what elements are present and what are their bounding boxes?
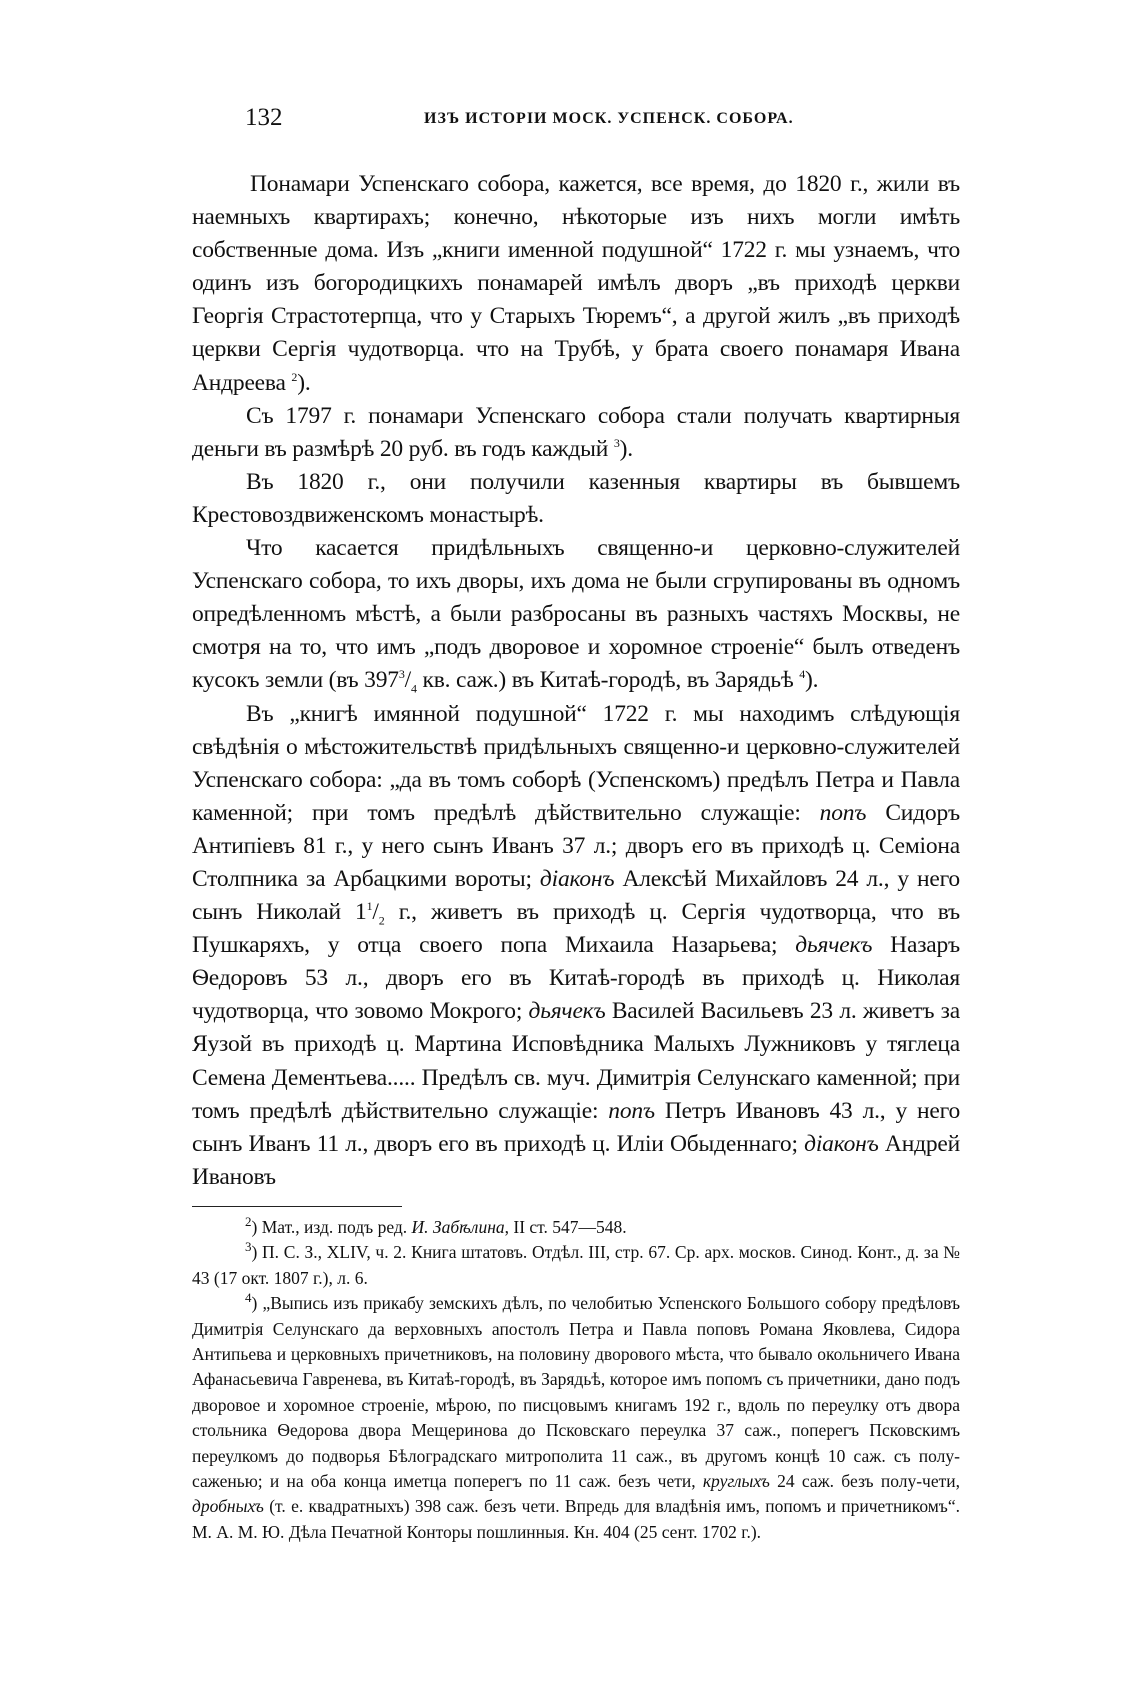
running-title: ИЗЪ ИСТОРІИ МОСК. УСПЕНСК. СОБОРА. (424, 110, 794, 127)
footnote-text: ) „Выпись изъ прикабу земскихъ дѣлъ, по челобитью Успенского Большого собору предѣловъ Димитрія Селунскаго да верховныхъ апостолъ Петра и Павла поповъ Романа Яковлева, Сидора Антипьева и церковныхъ причетниковъ, на половину дворового мѣста, что бывало окольничего Ивана Афанасьевича Гавренева, въ Китаѣ-городѣ, въ Зарядьѣ, которое имъ попомъ съ причетники, дано подъ дворовое и хоромное строеніе, мѣрою, по писцовымъ книгамъ 192 г., вдоль по переулку отъ двора стольника Ѳедорова двора Мещеринова до Псковскаго переулка 37 саж., поперегъ Псковскимъ переулкомъ до подворья Бѣлоградскаго митрополита 11 саж., въ другомъ концѣ 10 саж. съ полу-саженью; и на оба конца иметца поперегъ по 11 саж. безъ чети, (192, 1293, 960, 1491)
footnote-marker: 3 (245, 1239, 252, 1255)
running-header (192, 96, 960, 136)
book-page (192, 96, 960, 1545)
clergy-title: діаконъ (539, 865, 615, 892)
paragraph-5-segment: Алексѣй Михайловъ 24 л., у него сынъ Николай 1 (192, 865, 960, 926)
footnote-2 (192, 1215, 960, 1240)
paragraph-5-segment: Сидоръ Антипіевъ 81 г., у него сынъ Иванъ 37 л.; дворъ его въ приходѣ ц. Семіона Столпника за Арбацкими вороты; (192, 799, 960, 892)
italic-term: дробныхъ (192, 1496, 264, 1517)
fraction-numerator: 1 (366, 899, 373, 914)
fraction-denominator: 4 (411, 682, 417, 697)
footnote-ref-3: 3 (613, 435, 620, 450)
footnote-3 (192, 1240, 960, 1291)
footnote-text: , II ст. 547—548. (504, 1216, 627, 1237)
paragraph-4-text: Что касается придѣльныхъ священно-и церковно-служителей Успенскаго собора, то ихъ дворы, ихъ дома не были сгрупированы въ одномъ опредѣленномъ мѣстѣ, а были разбросаны въ разныхъ частяхъ Москвы, не смотря на то, что имъ „подъ дворовое и хоромное строеніе“ былъ отведенъ кусокъ земли (въ 397 (192, 535, 960, 694)
footnote-text: ) П. С. З., XLIV, ч. 2. Книга штатовъ. Отдѣл. III, стр. 67. Ср. арх. москов. Синод. Конт., д. за № 43 (17 окт. 1807 г.), л. 6. (192, 1242, 960, 1288)
footnote-text: (т. е. квадратныхъ) 398 саж. безъ чети. Впредь для владѣнія имъ, попомъ и причетникомъ“. М. А. М. Ю. Дѣла Печатной Конторы пошлинныя. Кн. 404 (25 сент. 1702 г.). (192, 1496, 960, 1542)
footnote-marker: 2 (245, 1214, 252, 1230)
paragraph-2-text: Съ 1797 г. понамари Успенскаго собора стали получать квартирныя деньги въ размѣрѣ 20 руб. въ годъ каждый (192, 402, 960, 462)
paragraph-4: Что касается придѣльныхъ священно-и церковно-служителей Успенскаго собора, то ихъ дворы, ихъ дома не были сгрупированы въ одномъ опредѣленномъ мѣстѣ, а были разбросаны въ разныхъ частяхъ Москвы, не смотря на то, что имъ „подъ дворовое и хоромное строеніе“ былъ отведенъ кусокъ земли (въ $397^3/_4$ кв. саж.) въ Китаѣ-городѣ, въ Зарядьѣ $^4$). (192, 535, 960, 697)
footnote-4 (192, 1291, 960, 1545)
footnote-ref-4: 4 (799, 667, 805, 682)
paragraph-5-segment: Василей Васильевъ 23 л. живетъ за Яузой въ приходѣ ц. Мартина Исповѣдника Малыхъ Лужниковъ у тяглеца Семена Дементьева..... Предѣлъ св. муч. Димитрія Селунскаго каменной; при томъ предѣлѣ дѣйствительно служащіе: (192, 998, 960, 1124)
paragraph-3 (192, 466, 960, 532)
editor-name: И. Забѣлина (411, 1216, 505, 1237)
footnote-divider (192, 1206, 402, 1207)
footnote-ref-2: 2 (291, 369, 298, 384)
footnote-text: 24 саж. безъ полу-чети, (769, 1470, 961, 1491)
page-number: 132 (245, 104, 283, 131)
footnotes (192, 1215, 960, 1545)
paragraph-5-segment: Андрей Ивановъ (192, 1130, 960, 1190)
paragraph-4-tail: ). (805, 667, 819, 694)
footnote-text: ) Мат., изд. подъ ред. (251, 1216, 412, 1237)
italic-term: круглыхъ (702, 1470, 770, 1491)
clergy-title: діаконъ (804, 1130, 879, 1157)
clergy-title: дьячекъ (795, 932, 873, 959)
main-text (192, 168, 960, 1194)
paragraph-2-tail: ). (619, 435, 633, 462)
paragraph-4-middle: кв. саж.) въ Китаѣ-городѣ, въ Зарядьѣ (416, 667, 794, 694)
footnote-marker: 4 (245, 1290, 252, 1306)
paragraph-5-segment: Петръ Ивановъ 43 л., у него сынъ Иванъ 11 л., дворъ его въ приходѣ ц. Иліи Обыденнаго; (192, 1097, 960, 1157)
paragraph-5: Въ „книгѣ имянной подушной“ 1722 г. мы находимъ слѣдующія свѣдѣнія о мѣстожительствѣ придѣльныхъ священно-и церковно-служителей Успенскаго собора: „да въ томъ соборѣ (Успенскомъ) предѣлъ Петра и Павла каменной; при томъ предѣлѣ дѣйствительно служащіе: попъ Сидоръ Антипіевъ 81 г., у него сынъ Иванъ 37 л.; дворъ его въ приходѣ ц. Семіона Столпника за Арбацкими вороты; діаконъ Алексѣй Михайловъ 24 л., у него сынъ Николай $1^1/_2$ г., живетъ въ приходѣ ц. Сергія чудотворца, что въ Пушкаряхъ, у отца своего попа Михаила Назарьева; дьячекъ Назаръ Ѳедоровъ 53 л., дворъ его въ Китаѣ-городѣ въ приходѣ ц. Николая чудотворца, что зовомо Мокрого; дьячекъ Василей Васильевъ 23 л. живетъ за Яузой въ приходѣ ц. Мартина Исповѣдника Малыхъ Лужниковъ у тяглеца Семена Дементьева..... Предѣлъ св. муч. Димитрія Селунскаго каменной; при томъ предѣлѣ дѣйствительно служащіе: попъ Петръ Ивановъ 43 л., у него сынъ Иванъ 11 л., дворъ его въ приходѣ ц. Иліи Обыденнаго; діаконъ Андрей Ивановъ (192, 700, 961, 1190)
paragraph-5-segment: Назаръ Ѳедоровъ 53 л., дворъ его въ Китаѣ-городѣ въ приходѣ ц. Николая чудотворца, что зовомо Мокрого; (192, 932, 961, 1025)
fraction-numerator: 3 (398, 667, 405, 682)
clergy-title: попъ (819, 799, 867, 826)
paragraph-5-segment: Въ „книгѣ имянной подушной“ 1722 г. мы находимъ слѣдующія свѣдѣнія о мѣстожительствѣ придѣльныхъ священно-и церковно-служителей Успенскаго собора: „да въ томъ соборѣ (Успенскомъ) предѣлъ Петра и Павла каменной; при томъ предѣлѣ дѣйствительно служащіе: (192, 700, 960, 826)
paragraph-2 (192, 400, 960, 466)
clergy-title: дьячекъ (528, 998, 606, 1025)
paragraph-1-text: Понамари Успенскаго собора, кажется, все время, до 1820 г., жили въ наемныхъ квартирахъ; конечно, нѣкоторые изъ нихъ могли имѣть собственные дома. Изъ „книги именной подушной“ 1722 г. мы узнаемъ, что одинъ изъ богородицкихъ понамарей имѣлъ дворъ „въ приходѣ церкви Георгія Страстотерпца, что у Старыхъ Тюремъ“, а другой жилъ „въ приходѣ церкви Сергія чудотворца. что на Трубѣ, у брата своего понамаря Ивана Андреева (192, 171, 960, 396)
paragraph-3-text: Въ 1820 г., они получили казенныя квартиры въ бывшемъ Крестовоздвиженскомъ монастырѣ. (192, 468, 960, 528)
paragraph-1-tail: ). (297, 369, 311, 396)
paragraph-1 (192, 168, 960, 400)
fraction-denominator: 2 (378, 913, 385, 928)
paragraph-5-segment: г., живетъ въ приходѣ ц. Сергія чудотворца, что въ Пушкаряхъ, у отца своего попа Михаила Назарьева; (192, 899, 961, 959)
clergy-title: попъ (608, 1097, 655, 1124)
